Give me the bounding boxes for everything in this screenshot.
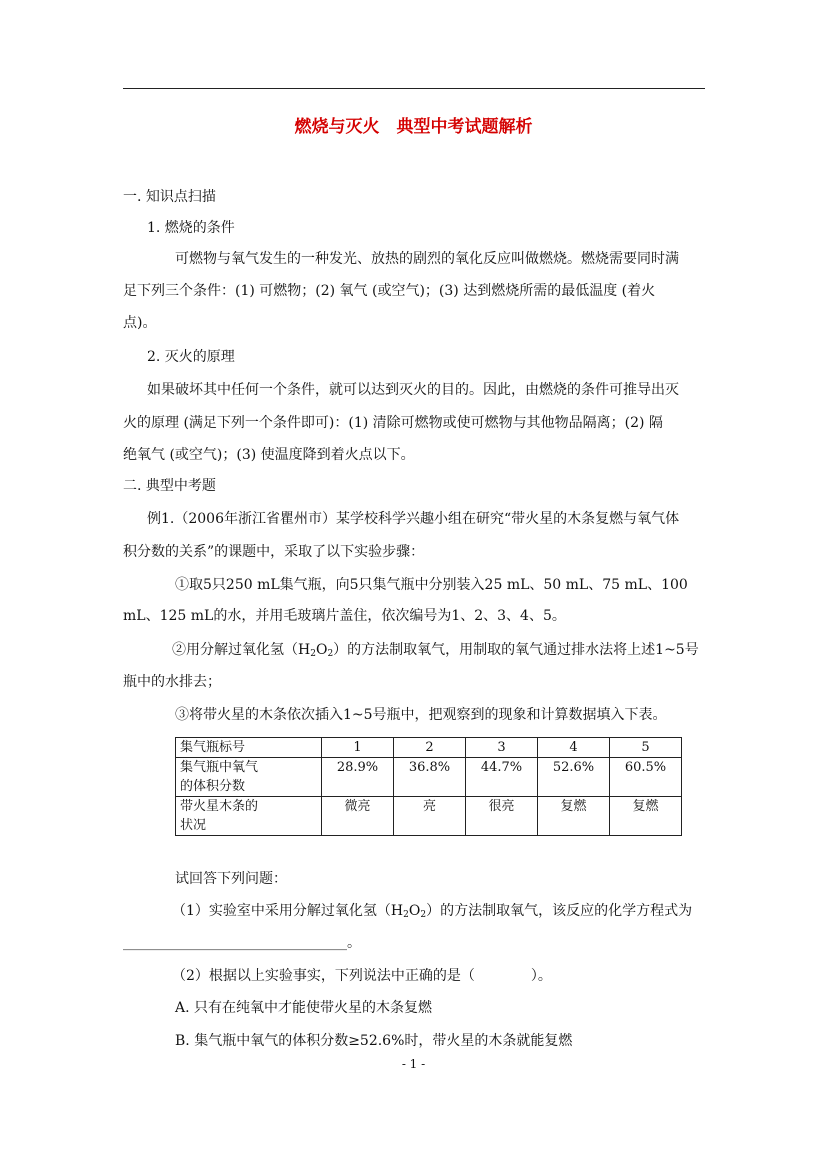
table-cell: 60.5% [610,758,682,797]
paragraph-line: 绝氧气 (或空气)；(3) 使温度降到着火点以下。 [123,447,415,463]
table-cell: 集气瓶中氧气 的体积分数 [176,758,322,797]
paragraph-line: 火的原理 (满足下列一个条件即可)：(1) 清除可燃物或使可燃物与其他物品隔离；(2) 隔 [123,415,663,431]
table-cell: 52.6% [538,758,610,797]
table-cell: 集气瓶标号 [176,738,322,758]
step-3-line: ③将带火星的木条依次插入1~5号瓶中，把观察到的现象和计算数据填入下表。 [175,707,667,723]
table-cell: 2 [394,738,466,758]
experiment-table [175,737,682,836]
table-cell: 微亮 [322,797,394,836]
subheading-combustion-conditions: 1. 燃烧的条件 [147,220,235,236]
paragraph-line: 如果破坏其中任何一个条件，就可以达到灭火的目的。因此，由燃烧的条件可推导出灭 [147,382,679,398]
table-cell: 复燃 [538,797,610,836]
option-b: B. 集气瓶中氧气的体积分数≥52.6%时，带火星的木条就能复燃 [175,1033,573,1049]
step-2-line: 瓶中的水排去； [123,674,221,690]
table-row [176,738,682,758]
paragraph-line: 点)。 [123,315,157,331]
step-2-line: ②用分解过氧化氢$(H_2O_2)$的方法制取氧气，用制取的氧气通过排水法将上述1~5号 [172,642,699,659]
paragraph-line: 足下列三个条件：(1) 可燃物；(2) 氧气 (或空气)；(3) 达到燃烧所需的最低温度 (着火 [123,283,656,299]
question-1: （1）实验室中采用分解过氧化氢$(H_2O_2)$的方法制取氧气，该反应的化学方程式为 [172,903,693,920]
table-cell: 亮 [394,797,466,836]
example-line: 积分数的关系”的课题中，采取了以下实验步骤： [123,544,425,560]
table-cell: 3 [466,738,538,758]
table-cell: 28.9% [322,758,394,797]
table-cell: 复燃 [610,797,682,836]
table-row [176,797,682,836]
table-row [176,758,682,797]
table-cell: 5 [610,738,682,758]
table-cell: 很亮 [466,797,538,836]
questions-intro: 试回答下列问题： [175,871,287,887]
question-2: （2）根据以上实验事实，下列说法中正确的是（ ）。 [172,968,552,984]
option-a: A. 只有在纯氧中才能使带火星的木条复燃 [175,1000,433,1016]
table-cell: 36.8% [394,758,466,797]
table-cell: 带火星木条的 状况 [176,797,322,836]
answer-blank: ________________________________。 [123,935,361,951]
page-number: - 1 - [401,1057,426,1071]
table-cell: 1 [322,738,394,758]
paragraph-line: 可燃物与氧气发生的一种发光、放热的剧烈的氧化反应叫做燃烧。燃烧需要同时满 [175,251,679,267]
page-title: 燃烧与灭火 典型中考试题解析 [294,117,533,137]
table-cell: 4 [538,738,610,758]
section-heading-2: 二. 典型中考题 [123,478,216,494]
section-heading-1: 一. 知识点扫描 [123,189,216,205]
example-line: 例1.（2006年浙江省瞿州市）某学校科学兴趣小组在研究“带火星的木条复燃与氧气体 [147,511,680,527]
header-rule [123,88,705,89]
step-1-line: mL、125 mL的水，并用毛玻璃片盖住，依次编号为1、2、3、4、5。 [123,608,566,624]
table-cell: 44.7% [466,758,538,797]
subheading-extinguish-principle: 2. 灭火的原理 [147,349,235,365]
step-1-line: ①取5只250 mL集气瓶，向5只集气瓶中分别装入25 mL、50 mL、75 mL、100 [175,577,688,593]
